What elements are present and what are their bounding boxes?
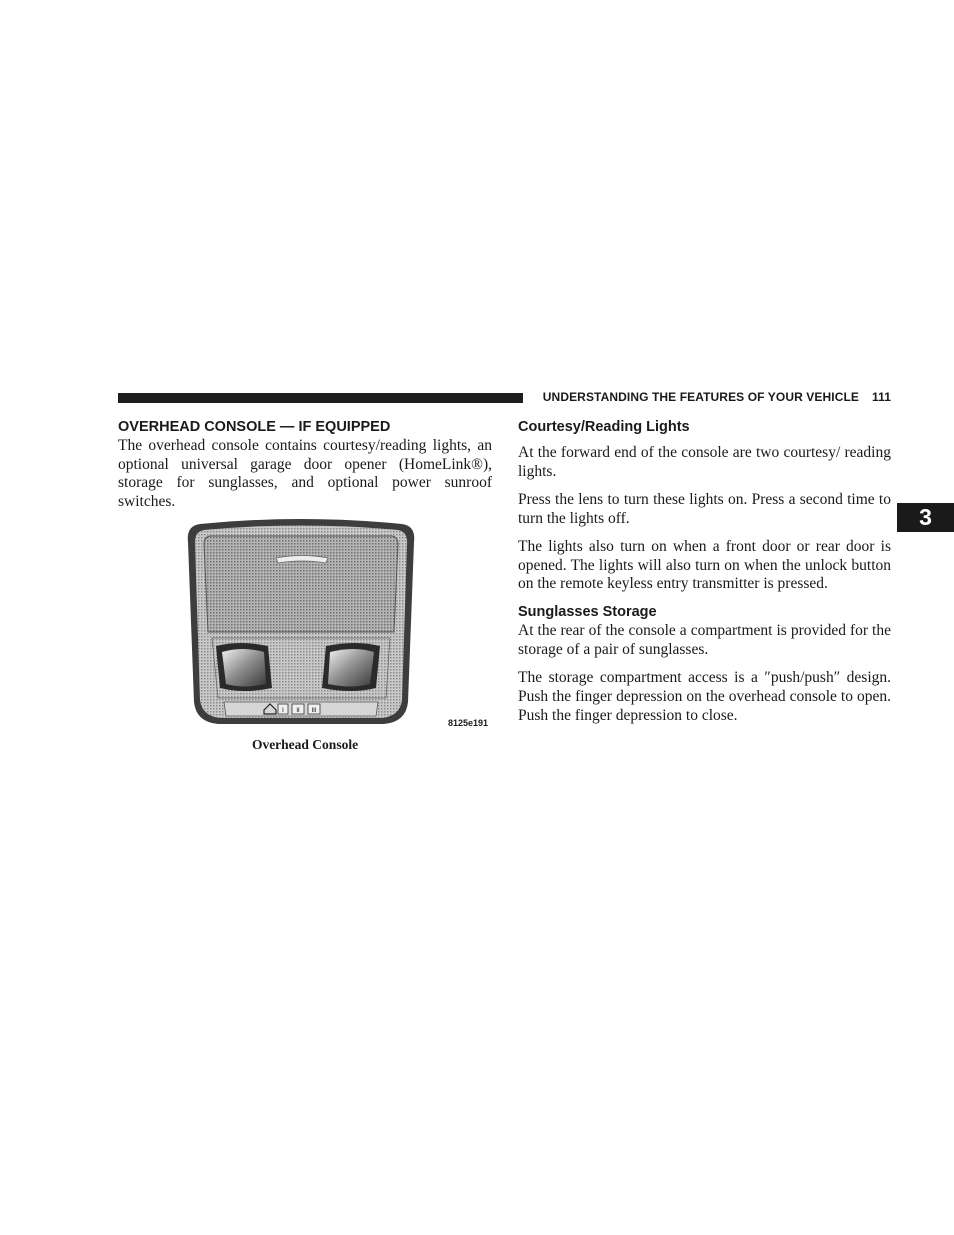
running-header <box>533 390 891 404</box>
intro-paragraph: The overhead console contains courtesy/reading lights, an optional universal garage door opener (HomeLink®), storage for sunglasses, and optional power sunroof switches. <box>118 437 492 511</box>
figure-id: 8125e191 <box>448 718 489 728</box>
courtesy-lights-paragraph-3: The lights also turn on when a front door or rear door is opened. The lights will also turn on when the unlock button on the remote keyless entry transmitter is pressed. <box>518 537 891 593</box>
courtesy-lights-paragraph-2: Press the lens to turn these lights on. Press a second time to turn the lights off. <box>518 490 891 527</box>
sunglasses-paragraph-1: At the rear of the console a compartment is provided for the storage of a pair of sunglasses. <box>518 622 891 659</box>
button-label-1: I <box>282 708 284 714</box>
overhead-console-illustration <box>180 516 420 731</box>
homelink-button-3 <box>308 704 320 714</box>
chapter-tab: 3 <box>897 503 954 532</box>
button-label-3: III <box>311 708 317 714</box>
figure-caption: Overhead Console <box>251 737 359 752</box>
section-heading: OVERHEAD CONSOLE — IF EQUIPPED <box>118 419 391 435</box>
sunglasses-paragraph-2: The storage compartment access is a ″push/push″ design. Push the finger depression on the overhead console to open. Push the finger depression to close. <box>518 669 891 724</box>
homelink-button-1 <box>278 704 288 714</box>
right-column <box>518 418 891 735</box>
header-rule <box>118 393 523 403</box>
sunglasses-storage-heading: Sunglasses Storage <box>518 604 657 621</box>
section-title: UNDERSTANDING THE FEATURES OF YOUR VEHICLE <box>542 390 859 404</box>
courtesy-lights-paragraph-1: At the forward end of the console are two courtesy/ reading lights. <box>518 444 891 480</box>
courtesy-lights-heading: Courtesy/Reading Lights <box>518 419 690 435</box>
page-number: 111 <box>872 390 891 404</box>
left-column <box>118 418 492 512</box>
homelink-button-2 <box>292 704 304 714</box>
button-label-2: II <box>296 708 300 714</box>
